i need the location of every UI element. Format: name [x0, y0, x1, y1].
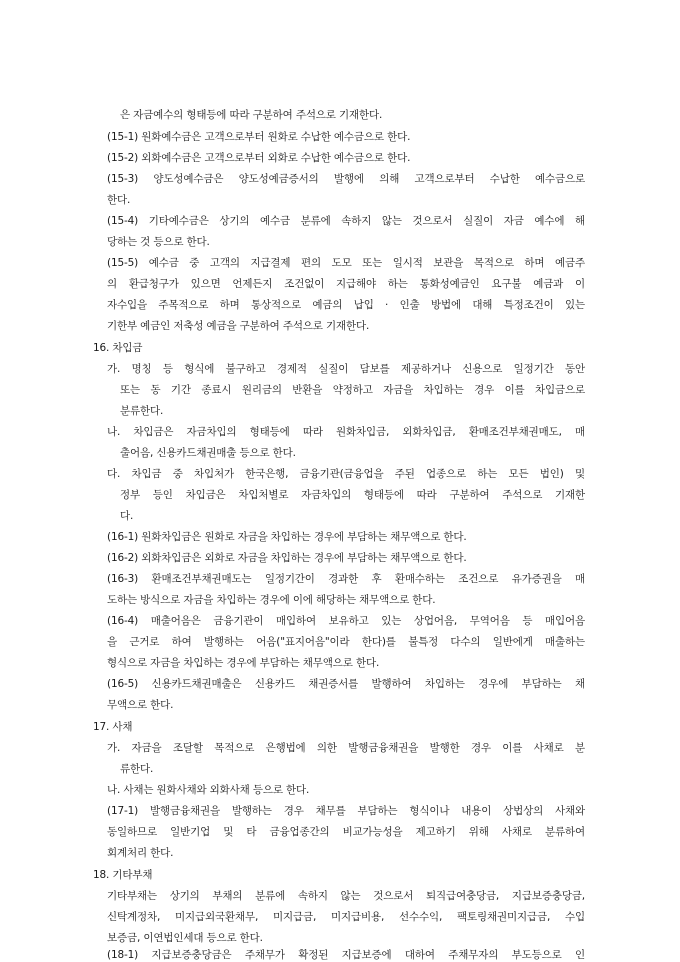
text-line: (16-1) 원화차입금은 원화로 자금을 차입하는 경우에 부담하는 채무액으로 한다.	[107, 531, 467, 543]
text-line: 은 자금예수의 형태등에 따라 구분하여 주석으로 기재한다.	[120, 109, 383, 121]
text-line: 다. 차입금 중 차입처가 한국은행, 금융기관(금융업을 주된 업종으로 하는 모든 법인) 및	[107, 468, 585, 480]
text-line: 회계처리 한다.	[107, 847, 174, 859]
text-line: 기타부채는 상기의 부채의 분류에 속하지 않는 것으로서 퇴직급여충당금, 지급보증충당금,	[107, 890, 585, 902]
text-line: 나. 사채는 원화사채와 외화사채 등으로 한다.	[107, 784, 310, 796]
text-line: 자수입을 주목적으로 하며 통상적으로 예금의 납입 · 인출 방법에 대해 특정조건이 있는	[107, 299, 585, 311]
text-line: 한다.	[107, 194, 131, 206]
text-line: (16-2) 외화차입금은 외화로 자금을 차입하는 경우에 부담하는 채무액으로 한다.	[107, 552, 467, 564]
text-line: 기한부 예금인 저축성 예금을 구분하여 주석으로 기재한다.	[107, 320, 370, 332]
text-line: 또는 동 기간 종료시 원리금의 반환을 약정하고 자금을 차입하는 경우 이를 차입금으로	[120, 384, 585, 396]
text-line: 당하는 것 등으로 한다.	[107, 236, 210, 248]
text-line: 형식으로 자금을 차입하는 경우에 부담하는 채무액으로 한다.	[107, 657, 380, 669]
text-line: (18-1) 지급보증충당금은 주채무가 확정된 지급보증에 대하여 주채무자의 부도등으로 인	[107, 949, 585, 961]
text-line: (17-1) 발행금융채권을 발행하는 경우 채무를 부담하는 형식이나 내용이 상법상의 사채와	[107, 805, 585, 817]
text-line: (15-4) 기타예수금은 상기의 예수금 분류에 속하지 않는 것으로서 실질이 자금 예수에 해	[107, 215, 585, 227]
text-line: 신탁계정차, 미지급외국환채무, 미지급금, 미지급비용, 선수수익, 팩토링채권미지급금, 수입	[107, 911, 585, 923]
section-heading: 16. 차입금	[93, 342, 143, 354]
text-line: 보증금, 이연법인세대 등으로 한다.	[107, 932, 263, 944]
text-line: 출어음, 신용카드채권매출 등으로 한다.	[120, 447, 296, 459]
text-line: 분류한다.	[120, 405, 164, 417]
text-line: 동일하므로 일반기업 및 타 금융업종간의 비교가능성을 제고하기 위해 사채로 분류하여	[107, 826, 585, 838]
text-line: 정부 등인 차입금은 차입처별로 자금차입의 형태등에 따라 구분하여 주석으로 기재한	[120, 489, 585, 501]
text-line: 류한다.	[120, 763, 154, 775]
text-line: 가. 명칭 등 형식에 불구하고 경제적 실질이 담보를 제공하거나 신용으로 일정기간 동안	[107, 363, 585, 375]
text-line: (15-2) 외화예수금은 고객으로부터 외화로 수납한 예수금으로 한다.	[107, 152, 411, 164]
text-line: 도하는 방식으로 자금을 차입하는 경우에 이에 해당하는 채무액으로 한다.	[107, 594, 436, 606]
section-heading: 17. 사채	[93, 721, 133, 733]
section-heading: 18. 기타부채	[93, 869, 153, 881]
text-line: 나. 차입금은 자금차입의 형태등에 따라 원화차입금, 외화차입금, 환매조건부채권매도, 매	[107, 426, 585, 438]
text-line: (15-1) 원화예수금은 고객으로부터 원화로 수납한 예수금으로 한다.	[107, 131, 411, 143]
text-line: (16-3) 환매조건부채권매도는 일정기간이 경과한 후 환매수하는 조건으로 유가증권을 매	[107, 573, 585, 585]
text-line: 다.	[120, 510, 134, 522]
text-line: (16-5) 신용카드채권매출은 신용카드 채권증서를 발행하여 차입하는 경우에 부담하는 채	[107, 678, 585, 690]
text-line: (16-4) 매출어음은 금융기관이 매입하여 보유하고 있는 상업어음, 무역어음 등 매입어음	[107, 615, 585, 627]
text-line: 무액으로 한다.	[107, 699, 174, 711]
text-line: (15-5) 예수금 중 고객의 지급결제 편의 도모 또는 일시적 보관을 목적으로 하며 예금주	[107, 257, 585, 269]
text-line: 가. 자금을 조달할 목적으로 은행법에 의한 발행금융채권을 발행한 경우 이를 사채로 분	[107, 742, 585, 754]
text-line: (15-3) 양도성예수금은 양도성예금증서의 발행에 의해 고객으로부터 수납한 예수금으로	[107, 173, 585, 185]
text-line: 을 근거로 하여 발행하는 어음("표지어음"이라 한다)를 불특정 다수의 일반에게 매출하는	[107, 636, 585, 648]
text-line: 의 환급청구가 있으면 언제든지 조건없이 지급해야 하는 통화성예금인 요구불 예금과 이	[107, 278, 585, 290]
